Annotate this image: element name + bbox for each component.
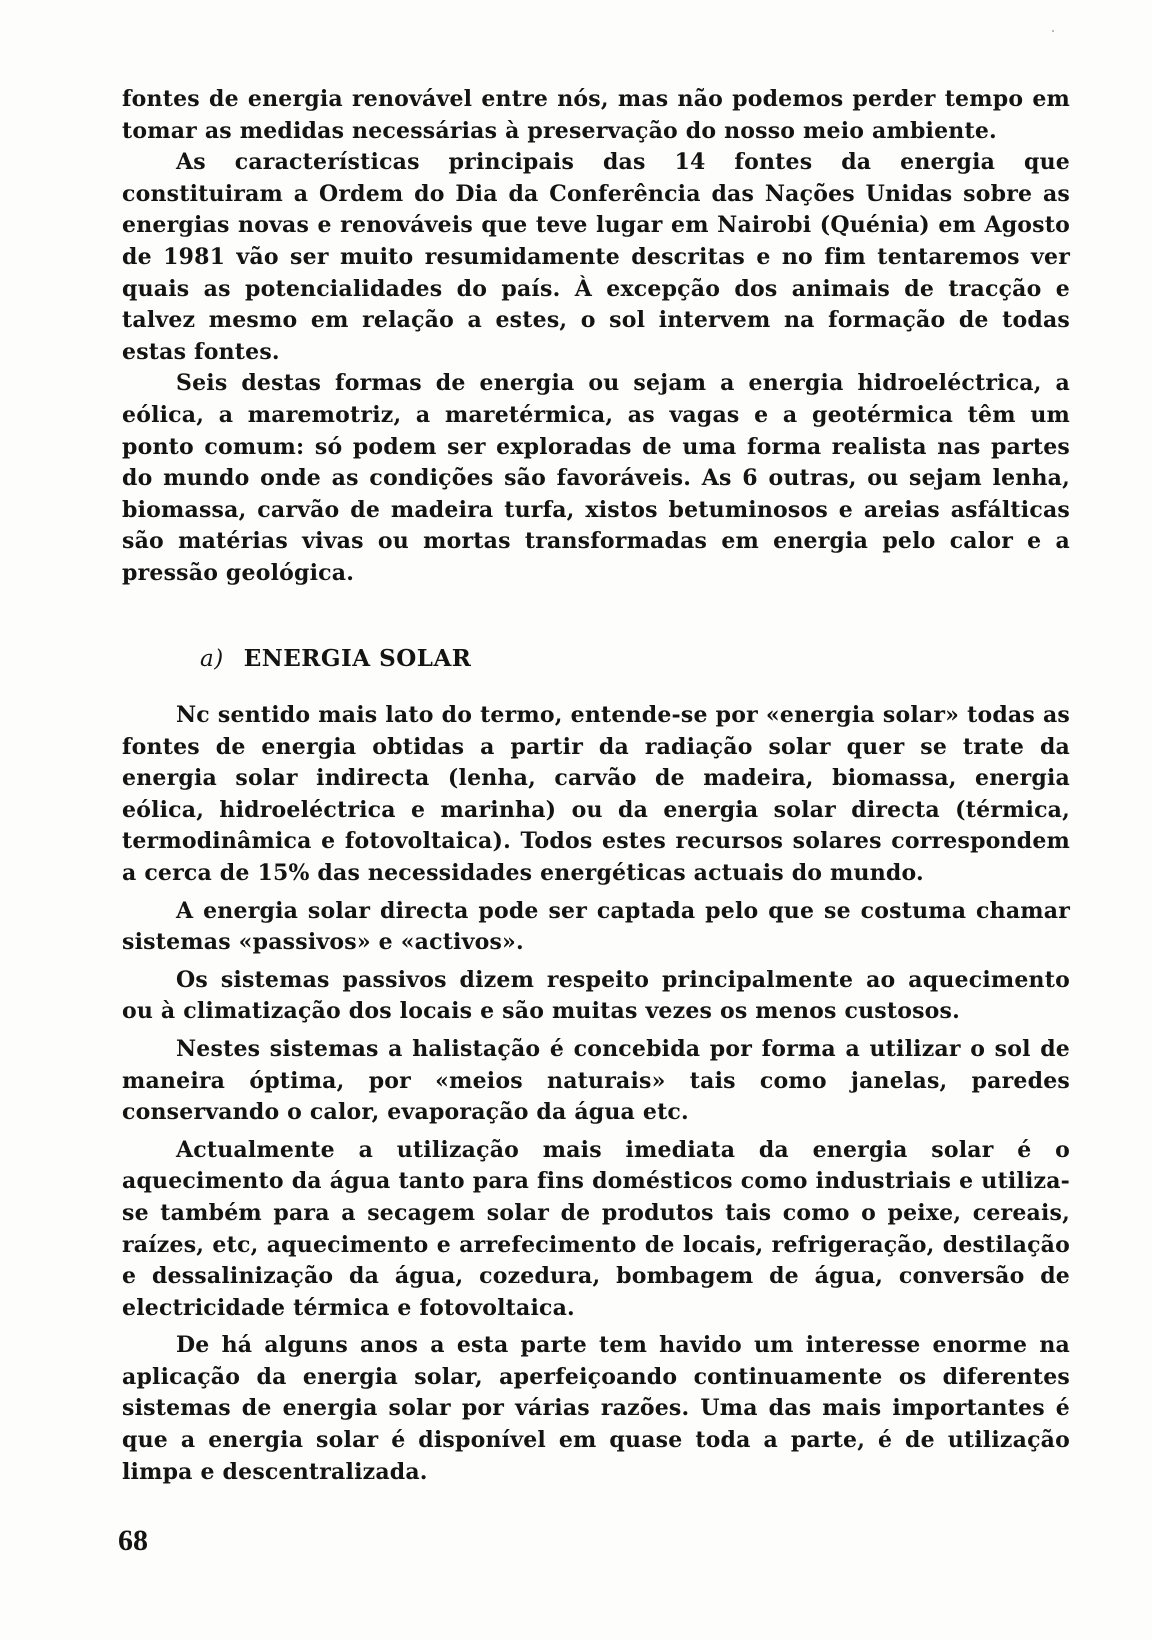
body-text-top <box>122 84 1070 590</box>
paragraph-building-design: Nestes sistemas a halistação é concebida por forma a utilizar o sol de maneira óptima, por «meios naturais» tais como janelas, paredes conservando o calor, evaporação da água etc. <box>122 1035 1070 1126</box>
paragraph-passive-systems: Os sistemas passivos dizem respeito principalmente ao aquecimento ou à climatização dos locais e são muitas vezes os menos custosos. <box>122 966 1070 1025</box>
paragraph-current-uses: Actualmente a utilização mais imediata da energia solar é o aquecimento da água tanto para fins domésticos como industriais e utiliza-se também para a secagem solar de produtos tais como o peixe, cereais, raízes, etc, aquecimento e arrefecimento de locais, refrigeração, destilação e dessalinização da água, cozedura, bombagem de água, conversão de electricidade térmica e fotovoltaica. <box>122 1136 1070 1321</box>
body-text-bottom <box>122 700 1070 1488</box>
paragraph-interest: De há alguns anos a esta parte tem havido um interesse enorme na aplicação da energia solar, aperfeiçoando continuamente os diferentes sistemas de energia solar por várias razões. Uma das mais importantes é que a energia solar é disponível em quase toda a parte, é de utilização limpa e descentralizada. <box>122 1332 1070 1485</box>
section-title: ENERGIA SOLAR <box>243 645 472 672</box>
paragraph-six-forms: Seis destas formas de energia ou sejam a energia hidroeléctrica, a eólica, a maremotriz, a maretérmica, as vagas e a geotérmica têm um ponto comum: só podem ser exploradas de uma forma realista nas partes do mundo onde as condições são favoráveis. As 6 outras, ou sejam lenha, biomassa, carvão de madeira turfa, xistos betuminosos e areias asfálticas são matérias vivas ou mortas transformadas em energia pelo calor e a pressão geológica. <box>122 370 1070 586</box>
page-number: 68 <box>118 1524 148 1557</box>
paragraph-solar-definition: Nc sentido mais lato do termo, entende-se por «energia solar» todas as fontes de energia obtidas a partir da radiação solar quer se trate da energia solar indirecta (lenha, carvão de madeira, biomassa, energia eólica, hidroeléctrica e marinha) ou da energia solar directa (térmica, termodinâmica e fotovoltaica). Todos estes recursos solares correspondem a cerca de 15% das necessidades energéticas actuais do mundo. <box>122 702 1070 886</box>
paragraph-conference: As características principais das 14 fontes da energia que constituiram a Ordem do Dia da Conferência das Nações Unidas sobre as energias novas e renováveis que teve lugar em Nairobi (Quénia) em Agosto de 1981 vão ser muito resumidamente descritas e no fim tentaremos ver quais as potencialidades do país. À excepção dos animais de tracção e talvez mesmo em relação a estes, o sol intervem na formação de todas estas fontes. <box>122 149 1070 365</box>
scan-speck <box>1052 30 1054 32</box>
section-marker: a) <box>200 646 224 672</box>
section-heading <box>200 645 471 672</box>
paragraph-direct-solar: A energia solar directa pode ser captada pelo que se costuma chamar sistemas «passivos» e «activos». <box>122 897 1070 956</box>
paragraph-continuation: fontes de energia renovável entre nós, mas não podemos perder tempo em tomar as medidas necessárias à preservação do nosso meio ambiente. <box>122 86 1070 144</box>
